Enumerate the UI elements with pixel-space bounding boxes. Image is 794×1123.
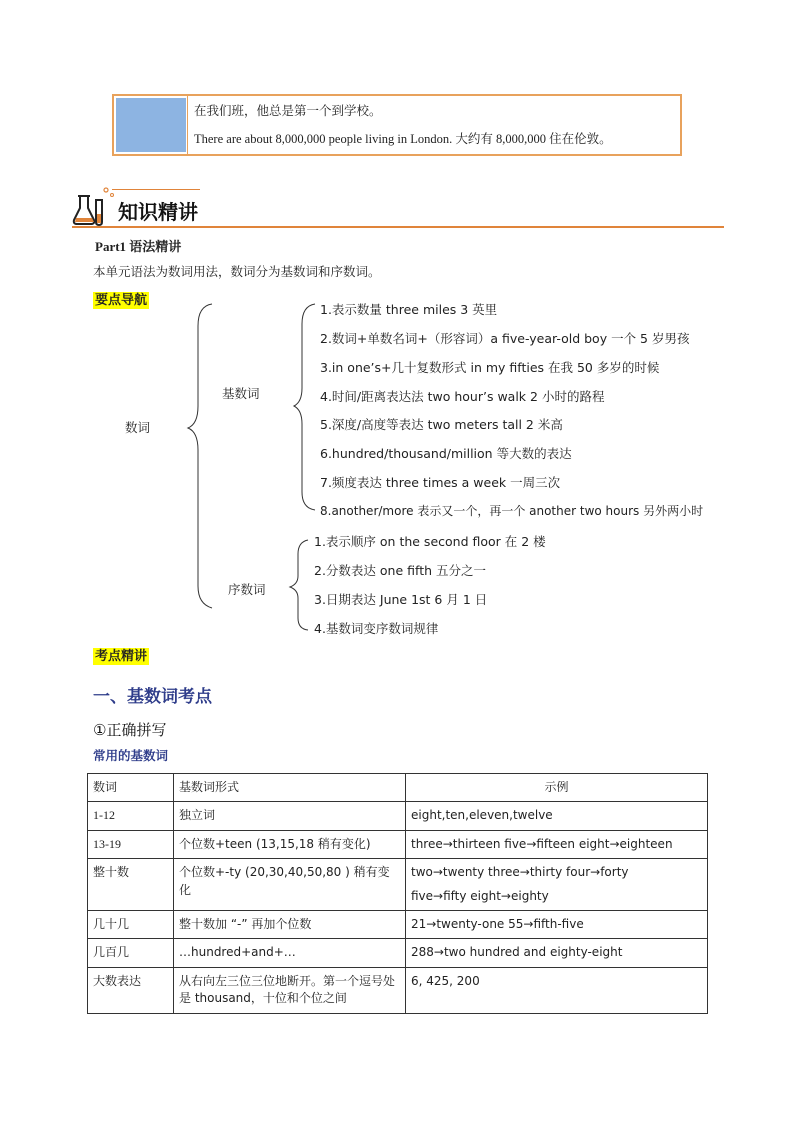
tree-ordinal-label: 序数词 [228,582,266,597]
kaodian-label: 考点精讲 [95,649,148,664]
cardinal-item: 8.another/more 表示又一个，再一个 another two hours 另外两小时 [320,504,704,518]
cardinal-item: 5.深度/高度等表达 two meters tall 2 米高 [320,417,563,432]
table-cell: 21→twenty-one 55→fifth-five [406,910,708,938]
table-cell: …hundred+and+… [174,939,406,967]
intro-text: 本单元语法为数词用法，数词分为基数词和序数词。 [93,264,381,279]
table-cell: 几百几 [88,939,174,967]
table-row [88,830,708,858]
table-header-row [88,774,708,802]
table-cell: 1-12 [88,802,174,830]
table-row [88,939,708,967]
table-cell: 几十几 [88,910,174,938]
table-cell: 6, 425, 200 [406,967,708,1013]
example-line-1: 在我们班，他总是第一个到学校。 [194,103,382,118]
heading-cardinal-points: 一、基数词考点 [93,687,212,707]
table-cell: 个位数+-ty (20,30,40,50,80 ) 稍有变化 [174,859,406,911]
section-title: 知识精讲 [118,200,198,224]
table-cell: 独立词 [174,802,406,830]
table-cell: 从右向左三位三位地断开。第一个逗号处是 thousand，十位和个位之间 [174,967,406,1013]
box-color-swatch [116,98,186,152]
cardinal-item: 7.频度表达 three times a week 一周三次 [320,475,561,490]
section-header [72,186,724,228]
lab-flasks-icon [72,186,116,226]
table-cell: 13-19 [88,830,174,858]
ordinal-item: 2.分数表达 one fifth 五分之一 [314,563,486,578]
example-box [112,94,682,156]
tree-root: 数词 [125,420,151,435]
cardinal-item: 1.表示数量 three miles 3 英里 [320,302,498,317]
ordinal-item: 3.日期表达 June 1st 6 月 1 日 [314,592,488,607]
cardinal-item: 2.数词+单数名词+（形容词）a five-year-old boy 一个 5 岁男孩 [320,331,690,346]
section-rule [72,226,724,228]
table-cell: eight,ten,eleven,twelve [406,802,708,830]
table-cell-line: five→fifty eight→eighty [411,888,549,903]
ordinal-item: 1.表示顺序 on the second floor 在 2 楼 [314,534,546,549]
table-cell: 整十数加 “-” 再加个位数 [174,910,406,938]
table-row [88,859,708,911]
table-row [88,967,708,1013]
example-line-2: There are about 8,000,000 people living in London. 大约有 8,000,000 住在伦敦。 [194,132,612,146]
table-cell-line: two→twenty three→thirty four→forty [411,865,629,880]
ordinal-item: 4.基数词变序数词规律 [314,621,439,636]
heading-common-cardinals: 常用的基数词 [93,748,169,763]
cardinal-table [87,773,708,1014]
table-header: 基数词形式 [174,774,406,802]
table-cell: 288→two hundred and eighty-eight [406,939,708,967]
table-header: 示例 [406,774,708,802]
table-header: 数词 [88,774,174,802]
table-cell: three→thirteen five→fifteen eight→eighteen [406,830,708,858]
heading-spelling: ①正确拼写 [93,721,167,739]
cardinal-item: 3.in one’s+几十复数形式 in my fifties 在我 50 多岁的时候 [320,360,660,375]
table-cell: 个位数+teen (13,15,18 稍有变化) [174,830,406,858]
cardinal-item: 4.时间/距离表达法 two hour’s walk 2 小时的路程 [320,389,605,404]
table-cell: 整十数 [88,859,174,911]
table-cell [406,859,708,911]
table-row [88,802,708,830]
tree-cardinal-label: 基数词 [222,386,260,401]
table-row [88,910,708,938]
part1-heading: Part1 语法精讲 [95,239,182,254]
table-cell: 大数表达 [88,967,174,1013]
cardinal-item: 6.hundred/thousand/million 等大数的表达 [320,446,572,461]
nav-label: 要点导航 [95,293,148,308]
